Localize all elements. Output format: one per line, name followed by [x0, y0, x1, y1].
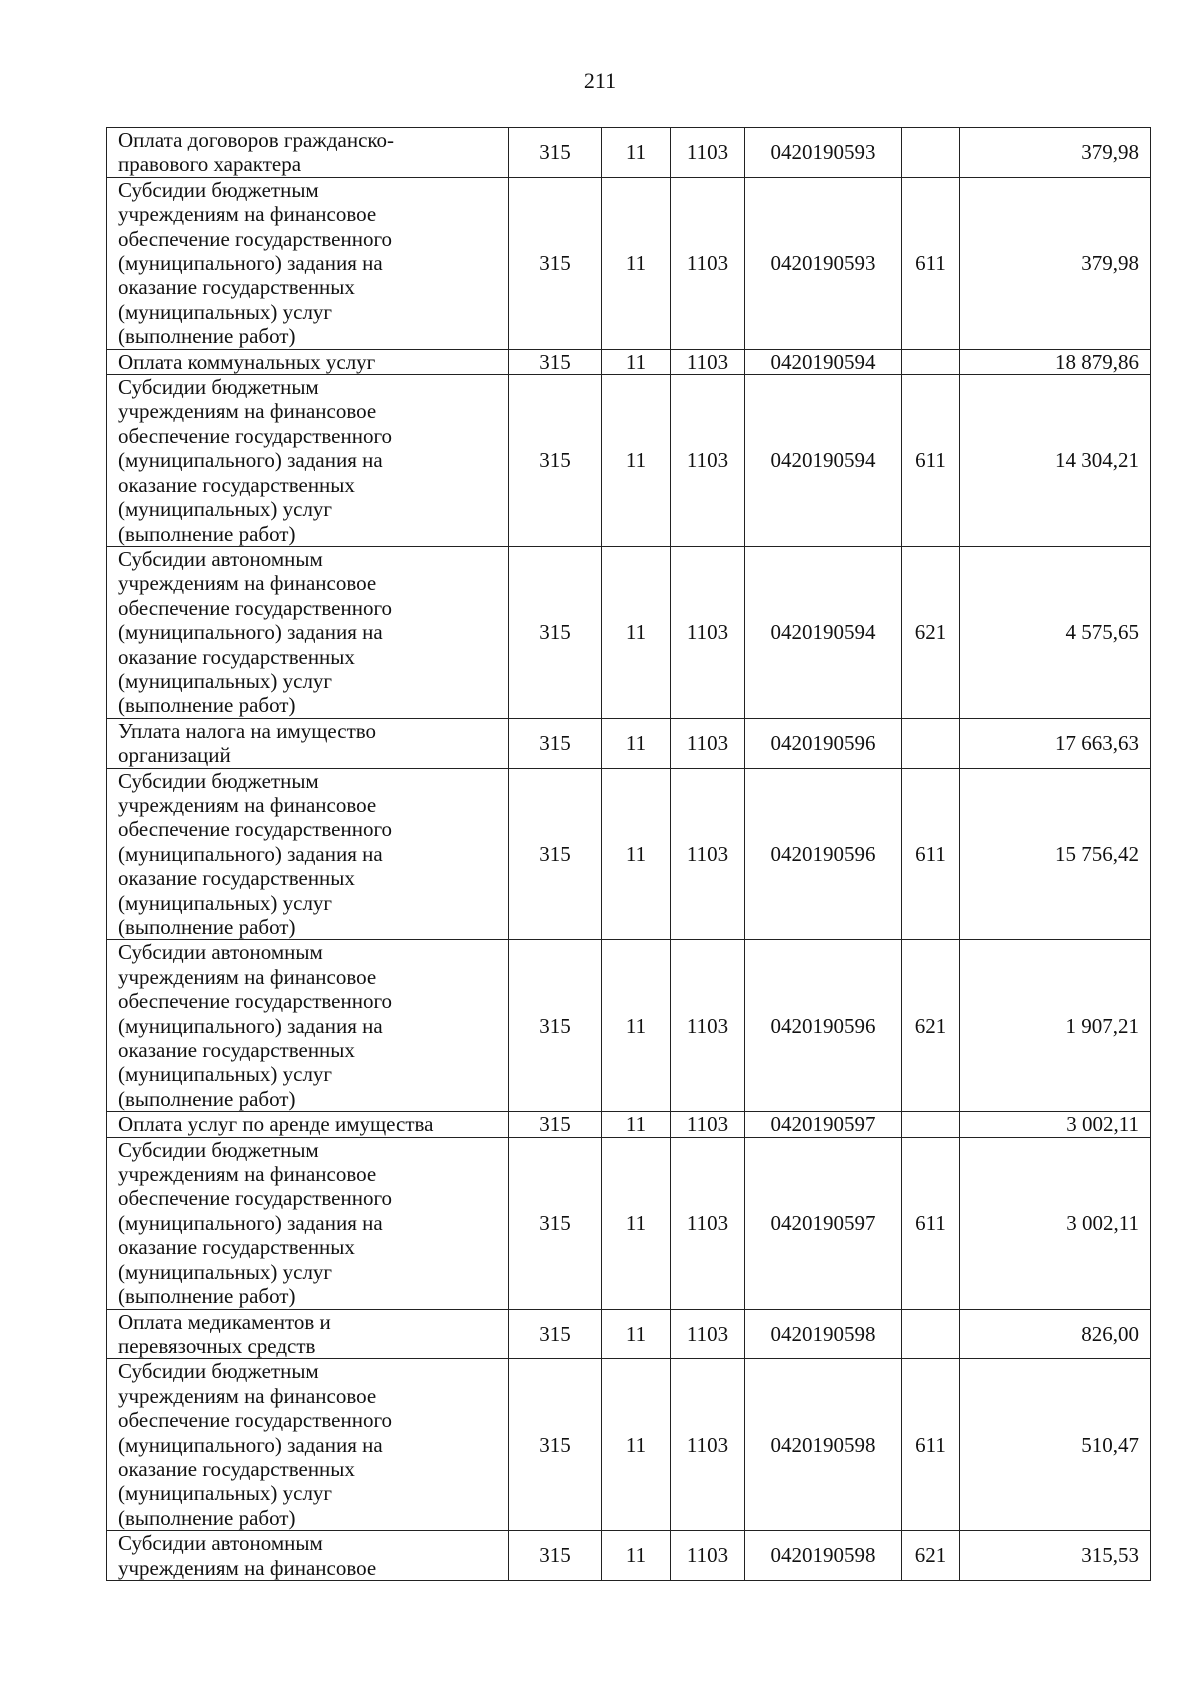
expense-type-cell: 611: [902, 1359, 960, 1531]
expense-type-cell: 611: [902, 1137, 960, 1309]
subsection-code-cell: 1103: [671, 1359, 745, 1531]
subsection-code-cell: 1103: [671, 1309, 745, 1359]
subsection-code-cell: 1103: [671, 375, 745, 547]
table-row: [107, 768, 1151, 940]
ministry-code-cell: 315: [509, 718, 602, 768]
description-cell: Субсидии бюджетным учреждениям на финансовое обеспечение государственного (муниципального) задания на оказание государственных (муниципальных) услуг (выполнение работ): [107, 1359, 509, 1531]
section-code-cell: 11: [602, 349, 671, 374]
subsection-code-cell: 1103: [671, 718, 745, 768]
target-article-cell: 0420190598: [745, 1309, 902, 1359]
amount-cell: 510,47: [960, 1359, 1151, 1531]
table-row: [107, 718, 1151, 768]
target-article-cell: 0420190594: [745, 349, 902, 374]
amount-cell: 1 907,21: [960, 940, 1151, 1112]
target-article-cell: 0420190594: [745, 375, 902, 547]
table-row: [107, 546, 1151, 718]
table-row: [107, 1531, 1151, 1581]
amount-cell: 3 002,11: [960, 1112, 1151, 1137]
target-article-cell: 0420190598: [745, 1531, 902, 1581]
expense-type-cell: [902, 349, 960, 374]
target-article-cell: 0420190593: [745, 128, 902, 178]
table-row: [107, 1359, 1151, 1531]
subsection-code-cell: 1103: [671, 940, 745, 1112]
section-code-cell: 11: [602, 546, 671, 718]
description-cell: Оплата медикаментов и перевязочных средств: [107, 1309, 509, 1359]
amount-cell: 17 663,63: [960, 718, 1151, 768]
ministry-code-cell: 315: [509, 1531, 602, 1581]
expense-type-cell: 611: [902, 177, 960, 349]
expense-type-cell: [902, 1309, 960, 1359]
subsection-code-cell: 1103: [671, 349, 745, 374]
table-row: [107, 1309, 1151, 1359]
target-article-cell: 0420190596: [745, 940, 902, 1112]
section-code-cell: 11: [602, 177, 671, 349]
ministry-code-cell: 315: [509, 940, 602, 1112]
expense-type-cell: 611: [902, 375, 960, 547]
ministry-code-cell: 315: [509, 349, 602, 374]
page-number: 211: [583, 68, 617, 93]
target-article-cell: 0420190594: [745, 546, 902, 718]
description-cell: Субсидии бюджетным учреждениям на финансовое обеспечение государственного (муниципального) задания на оказание государственных (муниципальных) услуг (выполнение работ): [107, 1137, 509, 1309]
target-article-cell: 0420190596: [745, 718, 902, 768]
subsection-code-cell: 1103: [671, 1112, 745, 1137]
amount-cell: 18 879,86: [960, 349, 1151, 374]
description-cell: Оплата договоров гражданско- правового характера: [107, 128, 509, 178]
description-cell: Оплата коммунальных услуг: [107, 349, 509, 374]
table-row: [107, 349, 1151, 374]
subsection-code-cell: 1103: [671, 128, 745, 178]
description-cell: Субсидии автономным учреждениям на финансовое обеспечение государственного (муниципального) задания на оказание государственных (муниципальных) услуг (выполнение работ): [107, 940, 509, 1112]
budget-table: [106, 127, 1151, 1581]
subsection-code-cell: 1103: [671, 1137, 745, 1309]
section-code-cell: 11: [602, 1531, 671, 1581]
section-code-cell: 11: [602, 1359, 671, 1531]
section-code-cell: 11: [602, 375, 671, 547]
description-cell: Субсидии автономным учреждениям на финансовое: [107, 1531, 509, 1581]
amount-cell: 315,53: [960, 1531, 1151, 1581]
target-article-cell: 0420190593: [745, 177, 902, 349]
section-code-cell: 11: [602, 1137, 671, 1309]
description-cell: Субсидии автономным учреждениям на финансовое обеспечение государственного (муниципального) задания на оказание государственных (муниципальных) услуг (выполнение работ): [107, 546, 509, 718]
expense-type-cell: 621: [902, 1531, 960, 1581]
amount-cell: 379,98: [960, 177, 1151, 349]
section-code-cell: 11: [602, 1112, 671, 1137]
description-cell: Оплата услуг по аренде имущества: [107, 1112, 509, 1137]
target-article-cell: 0420190597: [745, 1112, 902, 1137]
description-cell: Субсидии бюджетным учреждениям на финансовое обеспечение государственного (муниципального) задания на оказание государственных (муниципальных) услуг (выполнение работ): [107, 177, 509, 349]
target-article-cell: 0420190596: [745, 768, 902, 940]
table-row: [107, 375, 1151, 547]
ministry-code-cell: 315: [509, 1112, 602, 1137]
ministry-code-cell: 315: [509, 1359, 602, 1531]
subsection-code-cell: 1103: [671, 177, 745, 349]
description-cell: Субсидии бюджетным учреждениям на финансовое обеспечение государственного (муниципального) задания на оказание государственных (муниципальных) услуг (выполнение работ): [107, 375, 509, 547]
amount-cell: 15 756,42: [960, 768, 1151, 940]
expense-type-cell: [902, 128, 960, 178]
table-row: [107, 1137, 1151, 1309]
ministry-code-cell: 315: [509, 1137, 602, 1309]
section-code-cell: 11: [602, 940, 671, 1112]
ministry-code-cell: 315: [509, 768, 602, 940]
amount-cell: 826,00: [960, 1309, 1151, 1359]
subsection-code-cell: 1103: [671, 768, 745, 940]
table-row: [107, 940, 1151, 1112]
section-code-cell: 11: [602, 128, 671, 178]
section-code-cell: 11: [602, 1309, 671, 1359]
section-code-cell: 11: [602, 718, 671, 768]
subsection-code-cell: 1103: [671, 1531, 745, 1581]
expense-type-cell: [902, 718, 960, 768]
description-cell: Субсидии бюджетным учреждениям на финансовое обеспечение государственного (муниципального) задания на оказание государственных (муниципальных) услуг (выполнение работ): [107, 768, 509, 940]
ministry-code-cell: 315: [509, 375, 602, 547]
ministry-code-cell: 315: [509, 177, 602, 349]
table-row: [107, 1112, 1151, 1137]
ministry-code-cell: 315: [509, 1309, 602, 1359]
section-code-cell: 11: [602, 768, 671, 940]
amount-cell: 4 575,65: [960, 546, 1151, 718]
expense-type-cell: 621: [902, 546, 960, 718]
expense-type-cell: 611: [902, 768, 960, 940]
ministry-code-cell: 315: [509, 546, 602, 718]
amount-cell: 3 002,11: [960, 1137, 1151, 1309]
expense-type-cell: [902, 1112, 960, 1137]
description-cell: Уплата налога на имущество организаций: [107, 718, 509, 768]
table-body: [107, 128, 1151, 1581]
subsection-code-cell: 1103: [671, 546, 745, 718]
table-row: [107, 128, 1151, 178]
amount-cell: 14 304,21: [960, 375, 1151, 547]
target-article-cell: 0420190598: [745, 1359, 902, 1531]
target-article-cell: 0420190597: [745, 1137, 902, 1309]
ministry-code-cell: 315: [509, 128, 602, 178]
amount-cell: 379,98: [960, 128, 1151, 178]
expense-type-cell: 621: [902, 940, 960, 1112]
table-row: [107, 177, 1151, 349]
